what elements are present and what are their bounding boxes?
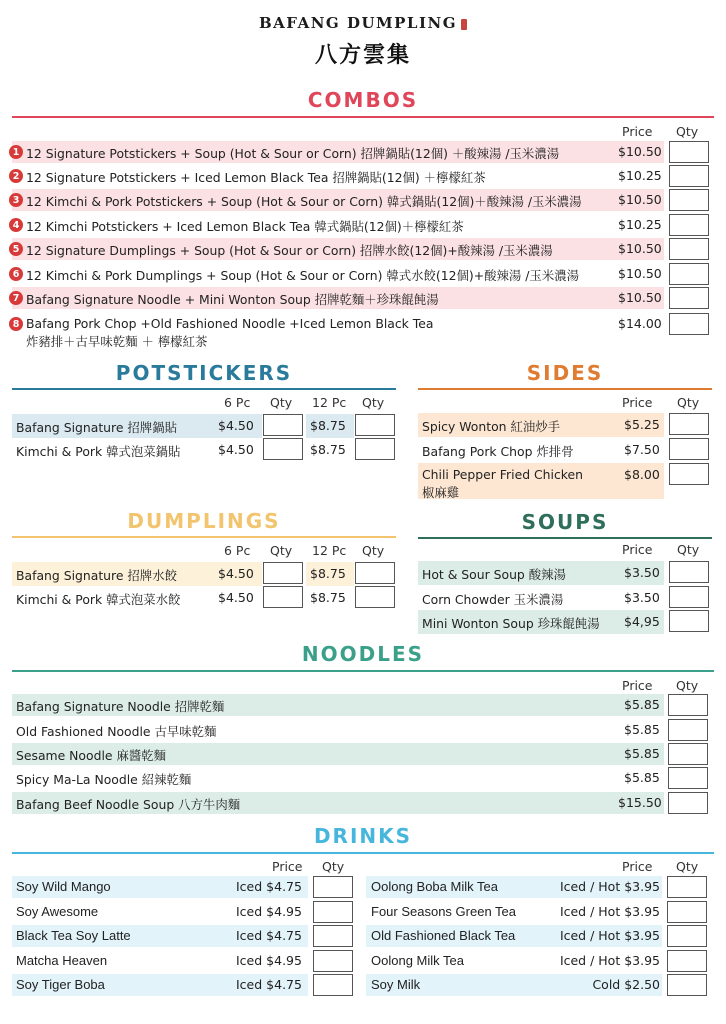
drink-item-name: Four Seasons Green Tea	[371, 904, 517, 919]
drink-item-price: Iced / Hot $3.95	[559, 879, 660, 894]
soups-qty-input[interactable]	[669, 610, 709, 632]
combo-qty-input[interactable]	[669, 165, 709, 187]
potstickers-12pc-header: 12 Pc	[312, 395, 347, 410]
drink-qty-input[interactable]	[313, 876, 353, 898]
dumplings-12pc-price: $8.75	[310, 590, 346, 605]
combo-name: 12 Kimchi & Pork Potstickers + Soup (Hot & Sour or Corn) 韓式鍋貼(12個)＋酸辣湯 /玉米濃湯	[26, 194, 582, 209]
combo-name: 12 Signature Potstickers + Soup (Hot & Sour or Corn) 招牌鍋貼(12個) ＋酸辣湯 /玉米濃湯	[26, 146, 560, 161]
dumplings-title: DUMPLINGS	[127, 509, 281, 533]
brand-name: BAFANG DUMPLING	[0, 14, 726, 32]
sides-qty-input[interactable]	[669, 463, 709, 485]
drink-qty-input[interactable]	[667, 876, 707, 898]
combo-price: $10.50	[618, 144, 662, 159]
drink-item-price: Iced $4.75	[236, 879, 302, 894]
drink-item-price: Iced / Hot $3.95	[559, 928, 660, 943]
combos-title: COMBOS	[307, 88, 419, 112]
dumplings-item-name: Kimchi & Pork 韓式泡菜水餃	[16, 592, 181, 607]
drinks-title: DRINKS	[313, 824, 413, 848]
drink-item-price: Iced $4.95	[236, 904, 302, 919]
combo-number-badge: 1	[9, 145, 23, 159]
dumplings-item-name: Bafang Signature 招牌水餃	[16, 568, 177, 583]
drink-item-name: Black Tea Soy Latte	[16, 928, 131, 943]
potstickers-title: POTSTICKERS	[115, 361, 293, 385]
combo-name-chinese: 炸豬排＋古早味乾麵 ＋ 檸檬紅茶	[26, 334, 208, 349]
drink-qty-input[interactable]	[313, 925, 353, 947]
sides-item-name: Chili Pepper Fried Chicken	[422, 467, 583, 482]
noodle-item-name: Sesame Noodle 麻醬乾麵	[16, 748, 167, 763]
soups-item-price: $4,95	[624, 614, 660, 629]
soups-item-name: Corn Chowder 玉米濃湯	[422, 592, 564, 607]
noodle-item-price: $5.85	[624, 697, 660, 712]
sides-qty-header: Qty	[677, 395, 700, 410]
combo-qty-input[interactable]	[669, 238, 709, 260]
noodle-item-name: Old Fashioned Noodle 古早味乾麵	[16, 724, 217, 739]
combo-price: $10.50	[618, 241, 662, 256]
potstickers-item-name: Bafang Signature 招牌鍋貼	[16, 420, 177, 435]
dumplings-qty6-header: Qty	[270, 543, 293, 558]
dumplings-6pc-header: 6 Pc	[224, 543, 251, 558]
drink-qty-input[interactable]	[667, 950, 707, 972]
potstickers-item-name: Kimchi & Pork 韓式泡菜鍋貼	[16, 444, 181, 459]
drink-item-name: Oolong Milk Tea	[371, 953, 464, 968]
combo-price: $10.50	[618, 192, 662, 207]
sides-price-header: Price	[622, 395, 653, 410]
noodle-qty-input[interactable]	[668, 792, 708, 814]
combo-price: $10.25	[618, 217, 662, 232]
brand-chinese-name: 八方雲集	[314, 42, 411, 68]
noodle-qty-input[interactable]	[668, 694, 708, 716]
potstickers-6pc-qty-input[interactable]	[263, 414, 303, 436]
drink-item-name: Soy Milk	[371, 977, 421, 992]
drink-item-name: Soy Wild Mango	[16, 879, 111, 894]
combo-number-badge: 4	[9, 218, 23, 232]
noodle-item-price: $5.85	[624, 770, 660, 785]
combo-number-badge: 6	[9, 267, 23, 281]
noodles-qty-header: Qty	[676, 678, 699, 693]
drink-item-price: Iced / Hot $3.95	[559, 904, 660, 919]
combo-number-badge: 7	[9, 291, 23, 305]
soups-title: SOUPS	[521, 510, 609, 534]
dumplings-divider	[12, 536, 396, 538]
noodle-qty-input[interactable]	[668, 767, 708, 789]
soups-qty-header: Qty	[677, 542, 700, 557]
combo-number-badge: 2	[9, 169, 23, 183]
combo-qty-input[interactable]	[669, 141, 709, 163]
sides-item-name: Bafang Pork Chop 炸排骨	[422, 444, 574, 459]
dumplings-6pc-qty-input[interactable]	[263, 562, 303, 584]
noodle-item-price: $5.85	[624, 722, 660, 737]
drink-qty-input[interactable]	[667, 974, 707, 996]
drinks-right-qty-header: Qty	[676, 859, 699, 874]
drink-item-name: Old Fashioned Black Tea	[371, 928, 516, 943]
dumplings-6pc-price: $4.50	[218, 566, 254, 581]
combo-qty-input[interactable]	[669, 287, 709, 309]
drink-qty-input[interactable]	[667, 925, 707, 947]
potstickers-6pc-price: $4.50	[218, 442, 254, 457]
soups-item-price: $3.50	[624, 565, 660, 580]
sides-divider	[418, 388, 712, 390]
drink-item-name: Soy Tiger Boba	[16, 977, 105, 992]
noodle-item-name: Bafang Signature Noodle 招牌乾麵	[16, 699, 225, 714]
soups-price-header: Price	[622, 542, 653, 557]
combo-number-badge: 3	[9, 193, 23, 207]
potstickers-6pc-header: 6 Pc	[224, 395, 251, 410]
noodles-price-header: Price	[622, 678, 653, 693]
combo-price: $10.50	[618, 290, 662, 305]
drink-item-name: Soy Awesome	[16, 904, 99, 919]
combo-name: 12 Signature Dumplings + Soup (Hot & Sour or Corn) 招牌水餃(12個)+酸辣湯 /玉米濃湯	[26, 243, 553, 258]
potstickers-12pc-qty-input[interactable]	[355, 414, 395, 436]
dumplings-6pc-qty-input[interactable]	[263, 586, 303, 608]
combos-price-header: Price	[622, 124, 653, 139]
sides-item-price: $7.50	[624, 442, 660, 457]
drink-qty-input[interactable]	[313, 974, 353, 996]
drink-qty-input[interactable]	[313, 901, 353, 923]
dumplings-12pc-qty-input[interactable]	[355, 586, 395, 608]
noodles-title: NOODLES	[301, 642, 425, 666]
dumplings-6pc-price: $4.50	[218, 590, 254, 605]
drinks-left-price-header: Price	[272, 859, 303, 874]
combo-name: 12 Signature Potstickers + Iced Lemon Black Tea 招牌鍋貼(12個) ＋檸檬紅茶	[26, 170, 486, 185]
drink-item-price: Cold $2.50	[592, 977, 660, 992]
sides-title: SIDES	[526, 361, 604, 385]
combo-qty-input[interactable]	[669, 313, 709, 335]
noodle-item-price: $15.50	[618, 795, 662, 810]
combo-number-badge: 5	[9, 242, 23, 256]
soups-item-price: $3.50	[624, 590, 660, 605]
drink-item-name: Oolong Boba Milk Tea	[371, 879, 498, 894]
combo-qty-input[interactable]	[669, 263, 709, 285]
combo-name: 12 Kimchi & Pork Dumplings + Soup (Hot & Sour or Corn) 韓式水餃(12個)+酸辣湯 /玉米濃湯	[26, 268, 579, 283]
drink-item-price: Iced $4.95	[236, 953, 302, 968]
sides-qty-input[interactable]	[669, 413, 709, 435]
potstickers-qty6-header: Qty	[270, 395, 293, 410]
dumplings-12pc-price: $8.75	[310, 566, 346, 581]
soups-qty-input[interactable]	[669, 586, 709, 608]
combo-number-badge: 8	[9, 317, 23, 331]
potstickers-6pc-price: $4.50	[218, 418, 254, 433]
soups-qty-input[interactable]	[669, 561, 709, 583]
sides-item-price: $5.25	[624, 417, 660, 432]
combo-price: $14.00	[618, 316, 662, 331]
drink-qty-input[interactable]	[313, 950, 353, 972]
dumplings-12pc-header: 12 Pc	[312, 543, 347, 558]
drinks-right-price-header: Price	[622, 859, 653, 874]
potstickers-12pc-price: $8.75	[310, 442, 346, 457]
noodle-item-name: Bafang Beef Noodle Soup 八方牛肉麵	[16, 797, 241, 812]
combo-name: Bafang Signature Noodle + Mini Wonton Soup 招牌乾麵＋珍珠餛飩湯	[26, 292, 439, 307]
combo-name: 12 Kimchi Potstickers + Iced Lemon Black Tea 韓式鍋貼(12個)＋檸檬紅茶	[26, 219, 464, 234]
drink-item-price: Iced $4.75	[236, 928, 302, 943]
drink-qty-input[interactable]	[667, 901, 707, 923]
soups-item-name: Hot & Sour Soup 酸辣湯	[422, 567, 566, 582]
potstickers-divider	[12, 388, 396, 390]
noodle-qty-input[interactable]	[668, 719, 708, 741]
combo-qty-input[interactable]	[669, 189, 709, 211]
combos-qty-header: Qty	[676, 124, 699, 139]
noodle-qty-input[interactable]	[668, 743, 708, 765]
sides-item-price: $8.00	[624, 467, 660, 482]
potstickers-12pc-price: $8.75	[310, 418, 346, 433]
soups-divider	[418, 537, 712, 539]
combo-name: Bafang Pork Chop +Old Fashioned Noodle +Iced Lemon Black Tea	[26, 316, 434, 331]
dumplings-12pc-qty-input[interactable]	[355, 562, 395, 584]
soups-item-name: Mini Wonton Soup 珍珠餛飩湯	[422, 616, 600, 631]
sides-item-name-chinese: 椒麻雞	[422, 485, 460, 500]
combo-price: $10.25	[618, 168, 662, 183]
combo-price: $10.50	[618, 266, 662, 281]
sides-qty-input[interactable]	[669, 438, 709, 460]
drink-item-price: Iced $4.75	[236, 977, 302, 992]
combo-qty-input[interactable]	[669, 214, 709, 236]
drink-item-name: Matcha Heaven	[16, 953, 108, 968]
drinks-left-qty-header: Qty	[322, 859, 345, 874]
dumplings-qty12-header: Qty	[362, 543, 385, 558]
brand-seal-icon	[461, 19, 467, 30]
noodle-item-name: Spicy Ma-La Noodle 紹辣乾麵	[16, 772, 192, 787]
noodles-divider	[12, 670, 714, 672]
drinks-divider	[12, 852, 714, 854]
sides-item-name: Spicy Wonton 紅油炒手	[422, 419, 561, 434]
combos-divider	[12, 116, 714, 118]
potstickers-12pc-qty-input[interactable]	[355, 438, 395, 460]
drink-item-price: Iced / Hot $3.95	[559, 953, 660, 968]
potstickers-6pc-qty-input[interactable]	[263, 438, 303, 460]
potstickers-qty12-header: Qty	[362, 395, 385, 410]
noodle-item-price: $5.85	[624, 746, 660, 761]
